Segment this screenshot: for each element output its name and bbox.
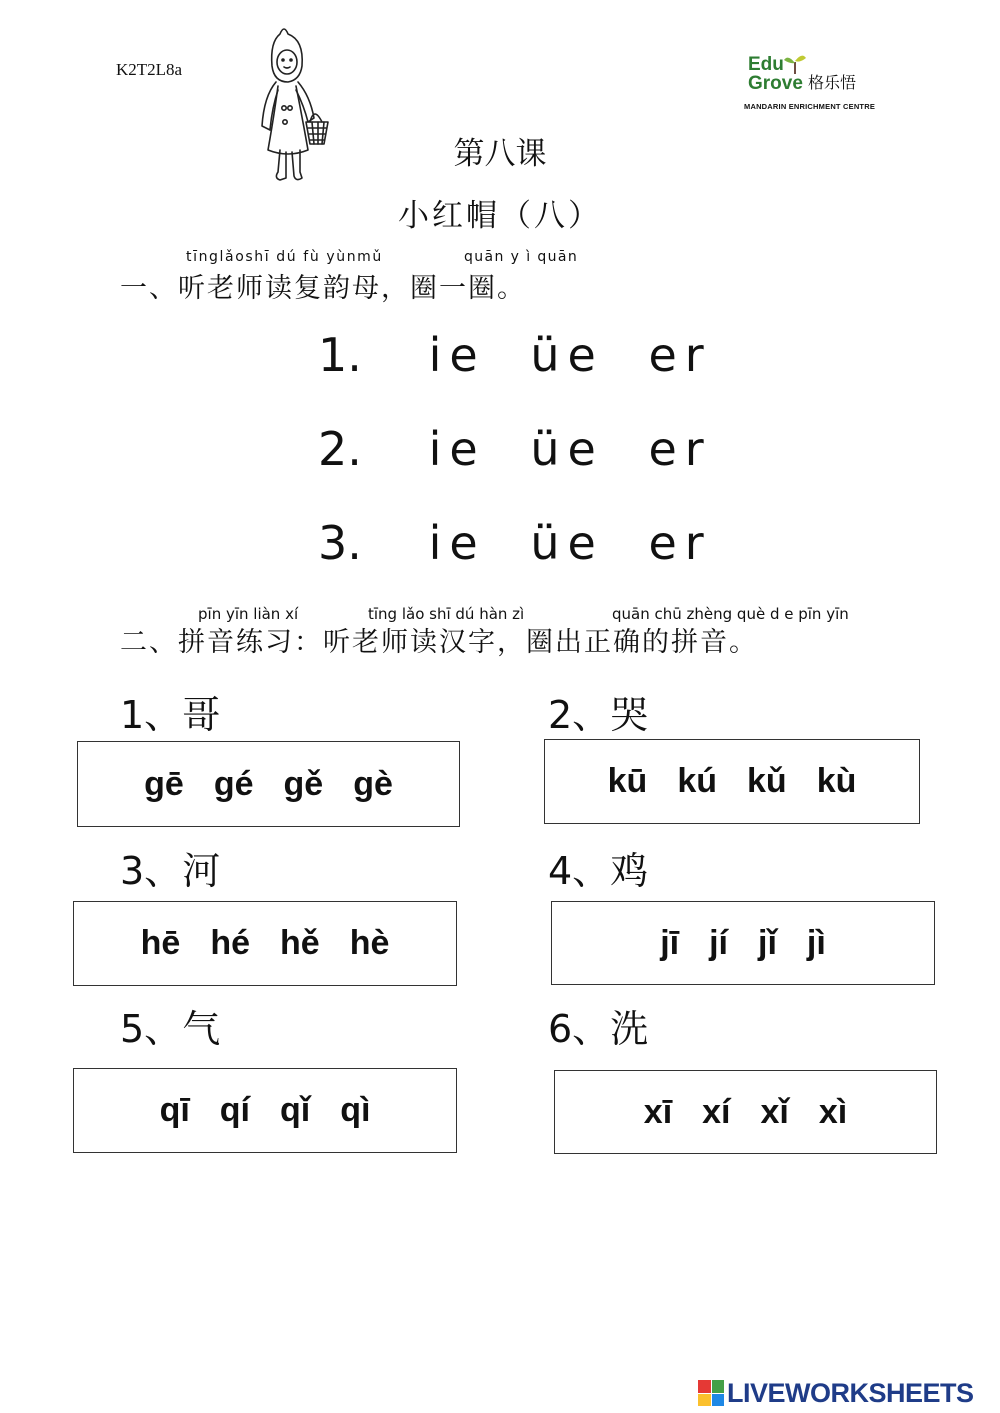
liveworksheets-brand: LIVEWORKSHEETS xyxy=(727,1377,974,1408)
instruction-pinyin: quān chū zhèng què d e pīn yīn xyxy=(612,605,849,623)
final-option[interactable]: ie xyxy=(428,328,486,382)
pinyin-option[interactable]: hě xyxy=(280,924,320,962)
final-option[interactable]: ie xyxy=(428,516,486,570)
pinyin-option[interactable]: jǐ xyxy=(758,923,777,962)
question-character: 洗 xyxy=(610,1007,649,1051)
pinyin-option[interactable]: qí xyxy=(219,1091,250,1129)
final-option[interactable]: üe xyxy=(530,516,604,570)
pinyin-option[interactable]: xì xyxy=(818,1092,848,1131)
pinyin-options-box xyxy=(73,1068,457,1153)
logo-edu-text: Edu xyxy=(748,54,784,75)
final-option[interactable]: er xyxy=(648,422,712,476)
section2-instruction: 二、拼音练习：听老师读汉字，圈出正确的拼音。 xyxy=(120,627,758,658)
pinyin-options-box xyxy=(551,901,935,985)
instruction-pinyin: tīng lǎo shī dú hàn zì xyxy=(368,605,525,623)
question-label xyxy=(548,684,648,739)
final-option[interactable]: üe xyxy=(530,328,604,382)
logo-chinese-text: 格乐悟 xyxy=(808,73,857,92)
question-character: 哥 xyxy=(182,693,221,737)
final-row xyxy=(318,422,742,476)
pinyin-option[interactable]: jī xyxy=(660,923,680,962)
pinyin-option[interactable]: kǔ xyxy=(747,762,787,800)
lesson-number: 第八课 xyxy=(453,136,547,172)
pinyin-option[interactable]: hè xyxy=(349,924,390,962)
pinyin-option[interactable]: qì xyxy=(340,1091,371,1129)
pinyin-option[interactable]: jì xyxy=(806,923,826,962)
question-label xyxy=(120,840,220,895)
question-label xyxy=(120,684,220,739)
section1-instruction: 一、听老师读复韵母，圈一圈。 xyxy=(120,273,526,304)
row-number: 3. xyxy=(318,516,362,570)
question-character: 气 xyxy=(182,1007,221,1051)
final-row xyxy=(318,516,742,570)
pinyin-option[interactable]: qī xyxy=(159,1091,190,1129)
question-label xyxy=(120,998,220,1053)
pinyin-option[interactable]: kù xyxy=(816,762,857,800)
question-number: 6、 xyxy=(548,1007,611,1051)
pinyin-option[interactable]: xí xyxy=(702,1092,731,1131)
final-option[interactable]: ie xyxy=(428,422,486,476)
pinyin-option[interactable]: qǐ xyxy=(280,1091,311,1129)
pinyin-option[interactable]: gě xyxy=(283,764,324,803)
pinyin-option[interactable]: jí xyxy=(709,923,728,962)
question-character: 鸡 xyxy=(610,849,649,893)
final-option[interactable]: er xyxy=(648,328,712,382)
logo-grove-text: Grove xyxy=(748,73,803,94)
pinyin-option[interactable]: gē xyxy=(144,764,184,803)
liveworksheets-logo-icon xyxy=(698,1380,724,1406)
question-number: 5、 xyxy=(120,1007,183,1051)
pinyin-option[interactable]: hé xyxy=(210,924,250,962)
final-option[interactable]: üe xyxy=(530,422,604,476)
worksheet-title: 小红帽（八） xyxy=(398,198,602,234)
liveworksheets-logo xyxy=(698,1378,974,1408)
pinyin-option[interactable]: kú xyxy=(677,762,717,800)
question-label xyxy=(548,840,648,895)
pinyin-option[interactable]: xī xyxy=(643,1092,673,1131)
question-number: 1、 xyxy=(120,693,183,737)
final-option[interactable]: er xyxy=(648,516,712,570)
pinyin-options-box xyxy=(77,741,460,827)
question-label xyxy=(548,998,648,1053)
instruction-pinyin: pīn yīn liàn xí xyxy=(198,605,299,623)
final-row xyxy=(318,328,742,382)
pinyin-option[interactable]: gè xyxy=(353,764,393,803)
question-character: 哭 xyxy=(610,693,649,737)
pinyin-option[interactable]: hē xyxy=(140,924,181,962)
instruction-pinyin: tīnglǎoshī dú fù yùnmǔ xyxy=(186,249,383,265)
pinyin-options-box xyxy=(554,1070,937,1154)
instruction-pinyin: quān y ì quān xyxy=(464,249,579,265)
question-number: 2、 xyxy=(548,693,611,737)
row-number: 2. xyxy=(318,422,362,476)
pinyin-options-box xyxy=(544,739,920,824)
question-character: 河 xyxy=(182,849,221,893)
question-number: 4、 xyxy=(548,849,611,893)
pinyin-option[interactable]: kū xyxy=(607,762,648,800)
question-number: 3、 xyxy=(120,849,183,893)
logo-subtitle: MANDARIN ENRICHMENT CENTRE xyxy=(744,102,876,111)
pinyin-options-box xyxy=(73,901,457,986)
pinyin-option[interactable]: xǐ xyxy=(760,1092,789,1131)
worksheet-code: K2T2L8a xyxy=(116,60,183,79)
edugrove-logo xyxy=(742,52,882,116)
row-number: 1. xyxy=(318,328,362,382)
pinyin-option[interactable]: gé xyxy=(213,764,254,803)
